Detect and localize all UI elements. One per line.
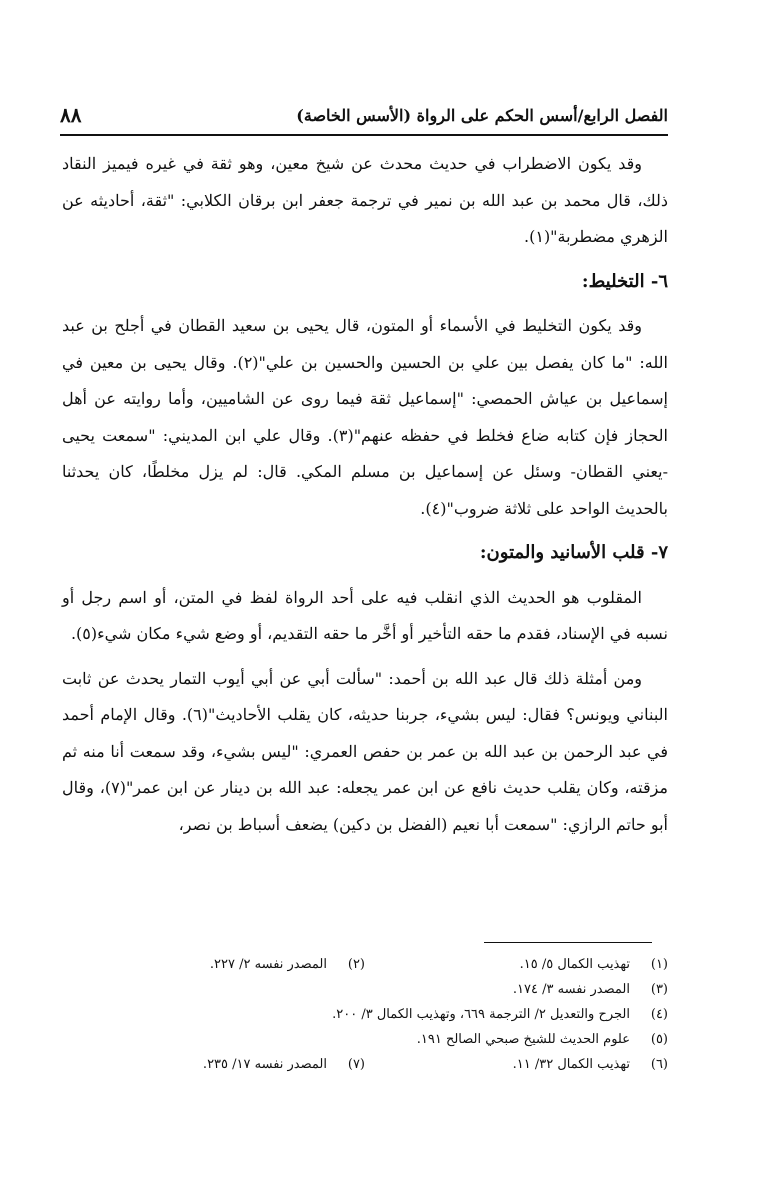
footnote-row — [62, 1052, 668, 1077]
paragraph-maqlub-definition: المقلوب هو الحديث الذي انقلب فيه على أحد الرواة لفظ في المتن، أو اسم رجل أو نسبه في الإسناد، فقدم ما حقه التأخير أو أخَّر ما حقه التقديم، أو وضع شيء مكان شيء(٥). — [62, 587, 668, 643]
footnote-number: (٥) — [650, 1032, 668, 1047]
footnote-text: المصدر نفسه ٣/ ١٧٤. — [512, 982, 630, 997]
footnote-7 — [62, 1052, 365, 1077]
footnote-number: (٣) — [650, 982, 668, 997]
footnote-separator — [484, 942, 652, 943]
page-body — [62, 146, 668, 851]
footnote-text: الجرح والتعديل ٢/ الترجمة ٦٦٩، وتهذيب الكمال ٣/ ٢٠٠. — [332, 1007, 630, 1022]
footnote-text: تهذيب الكمال ٣٢/ ١١. — [512, 1057, 630, 1072]
paragraph-idtirab: وقد يكون الاضطراب في حديث محدث عن شيخ معين، وهو ثقة في غيره فيميز النقاد ذلك، قال محمد بن عبد الله بن نمير في ترجمة جعفر ابن برقان الكلابي: "ثقة، أحاديثه عن الزهري مضطربة"(١). — [62, 154, 668, 246]
footnote-text: المصدر نفسه ١٧/ ٢٣٥. — [202, 1057, 327, 1072]
section-heading-takhlit: ٦- التخليط: — [581, 270, 668, 292]
paragraph-takhlit: وقد يكون التخليط في الأسماء أو المتون، قال يحيى بن سعيد القطان في أجلح بن عبد الله: "ما كان يفصل بين علي بن الحسين والحسين بن علي"(٢). وقال يحيى بن معين في إسماعيل بن عياش الحمصي: "إسماعيل ثقة فيما روى عن الشاميين، وأما روايته عن أهل الحجاز فإن كتابه ضاع فخلط في حفظه عنهم"(٣). وقال علي ابن المديني: "سمعت يحيى -يعني القطان- وسئل عن إسماعيل بن مسلم المكي. قال: لم يزل مخلطًا، كان يحدثنا بالحديث الواحد على ثلاثة ضروب"(٤). — [62, 316, 668, 518]
footnote-2 — [62, 952, 365, 977]
footnote-text: تهذيب الكمال ٥/ ١٥. — [519, 957, 630, 972]
footnote-number: (٤) — [650, 1007, 668, 1022]
footnote-4 — [62, 1002, 668, 1027]
page-number: ٨٨ — [60, 103, 82, 127]
footnote-1 — [365, 952, 668, 977]
footnote-number: (٢) — [347, 957, 365, 972]
footnote-text: المصدر نفسه ٢/ ٢٢٧. — [209, 957, 327, 972]
footnote-5 — [62, 1027, 668, 1052]
footnote-number: (١) — [650, 957, 668, 972]
page-header — [60, 100, 668, 136]
footnote-number: (٧) — [347, 1057, 365, 1072]
footnotes — [62, 952, 668, 1077]
footnote-text: علوم الحديث للشيخ صبحي الصالح ١٩١. — [416, 1032, 630, 1047]
chapter-title: الفصل الرابع/أسس الحكم على الرواة (الأسس الخاصة) — [296, 105, 668, 125]
footnote-row — [62, 952, 668, 977]
footnote-3 — [62, 977, 668, 1002]
paragraph-maqlub-examples: ومن أمثلة ذلك قال عبد الله بن أحمد: "سألت أبي عن أبي أيوب التمار يحدث عن ثابت البناني ويونس؟ فقال: ليس بشيء، جربنا حديثه، كان يقلب الأحاديث"(٦). وقال الإمام أحمد في عبد الرحمن بن عبد الله بن عمر بن حفص العمري: "ليس بشيء، وقد سمعت أنا منه ثم مزقته، وكان يقلب حديث نافع عن ابن عمر يجعله: عبد الله بن دينار عن ابن عمر"(٧)، وقال أبو حاتم الرازي: "سمعت أبا نعيم (الفضل بن دكين) يضعف أسباط بن نصر، — [62, 668, 669, 834]
footnote-number: (٦) — [650, 1057, 668, 1072]
footnote-6 — [365, 1052, 668, 1077]
section-heading-qalb: ٧- قلب الأسانيد والمتون: — [479, 542, 668, 563]
